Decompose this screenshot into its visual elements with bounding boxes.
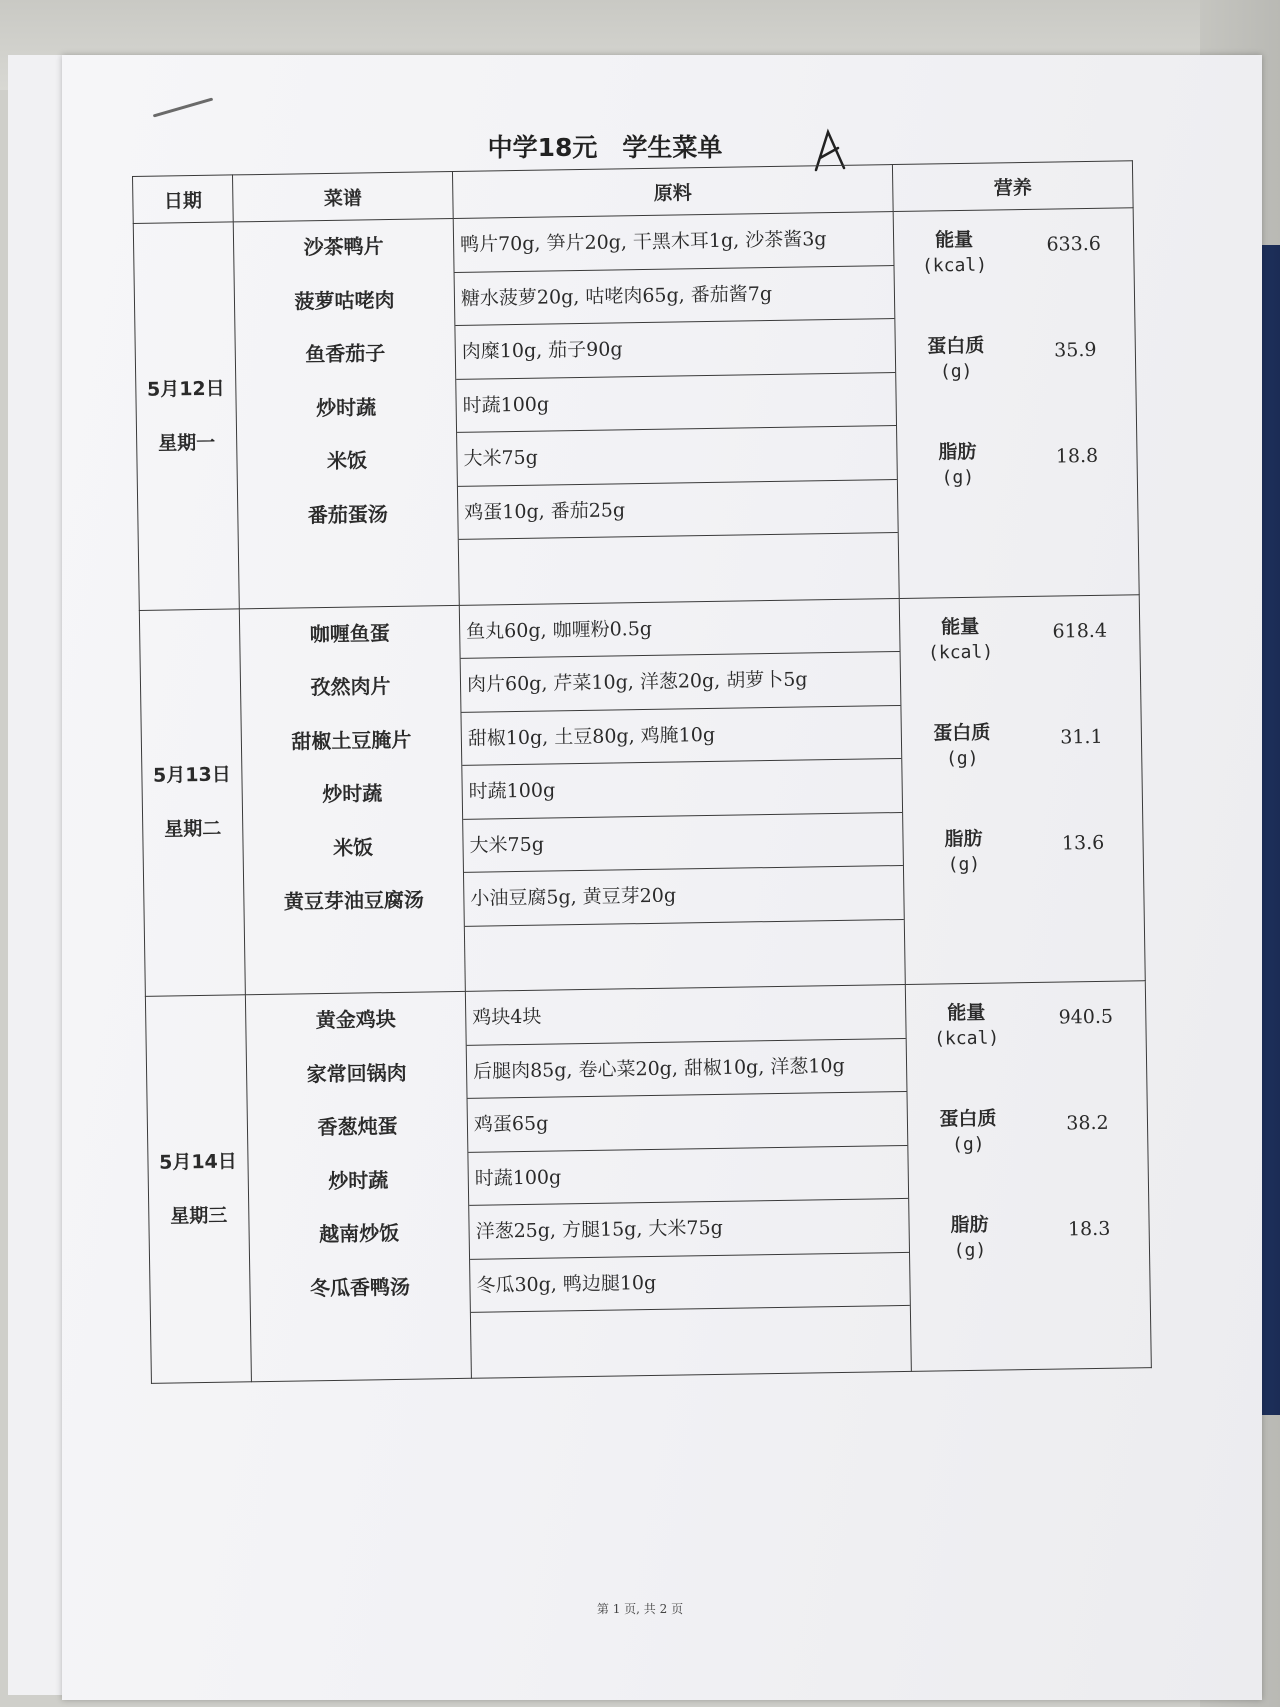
nutrition-item	[902, 717, 1143, 827]
ingredient-line: 大米75g	[463, 813, 903, 873]
ingredients-cell	[453, 212, 899, 606]
nutrition-label: 蛋白质	[927, 334, 985, 358]
page-footer: 第 1 页, 共 2 页	[596, 1602, 684, 1616]
nutrition-label-block	[900, 613, 1022, 721]
header-dish: 菜谱	[232, 171, 453, 221]
nutrition-value: 940.5	[1058, 1006, 1114, 1029]
nutrition-label-block	[894, 226, 1016, 334]
nutrition-unit: (g)	[945, 747, 979, 769]
nutrition-label-block	[897, 438, 1019, 546]
ingredient-line: 糖水菠萝20g, 咕咾肉65g, 番茄酱7g	[455, 266, 895, 326]
dish-name: 香葱炖蛋	[317, 1114, 398, 1140]
nutrition-cell	[899, 594, 1145, 984]
nutrition-value: 618.4	[1052, 619, 1108, 643]
nutrition-label-block	[906, 999, 1028, 1107]
dish-name: 甜椒土豆腌片	[291, 727, 412, 754]
ingredient-line: 时蔬100g	[462, 759, 902, 819]
dish-name: 菠萝咕咾肉	[294, 287, 395, 313]
dish-name: 沙茶鸭片	[303, 234, 384, 260]
dish-name: 米饭	[332, 834, 374, 860]
nutrition-value: 633.6	[1046, 232, 1102, 256]
dish-name: 黄豆芽油豆腐汤	[283, 887, 425, 914]
dish-name: 米饭	[326, 448, 368, 473]
dish-cell	[245, 992, 471, 1382]
ingredient-line: 后腿肉85g, 卷心菜20g, 甜椒10g, 洋葱10g	[467, 1039, 907, 1099]
ingredient-line: 鸡块4块	[466, 985, 906, 1045]
weekday-label: 星期一	[158, 431, 216, 455]
ingredient-line: 鸡蛋10g, 番茄25g	[458, 480, 898, 540]
table-row	[133, 208, 1139, 610]
ingredient-line: 鸭片70g, 笋片20g, 干黑木耳1g, 沙茶酱3g	[454, 212, 894, 272]
ingredient-line: 小油豆腐5g, 黄豆芽20g	[464, 866, 904, 926]
ingredient-line: 鱼丸60g, 咖喱粉0.5g	[460, 599, 900, 659]
nutrition-label-block	[896, 332, 1018, 440]
ingredient-line: 时蔬100g	[456, 373, 896, 433]
nutrition-value: 18.8	[1055, 444, 1099, 468]
dish-cell	[233, 218, 459, 608]
nutrition-unit: (g)	[939, 360, 973, 383]
nutrition-label: 能量	[940, 615, 980, 639]
nutrition-item	[896, 330, 1137, 440]
nutrition-item	[906, 998, 1147, 1108]
date-label: 5月12日	[146, 377, 225, 401]
ingredient-line: 大米75g	[457, 426, 897, 486]
nutrition-unit: (g)	[951, 1134, 985, 1156]
nutrition-unit: (kcal)	[921, 254, 988, 277]
weekday-label: 星期三	[170, 1204, 228, 1228]
nutrition-item	[903, 823, 1144, 933]
header-nutrition: 营养	[892, 161, 1133, 212]
nutrition-item	[894, 224, 1135, 334]
dish-name: 冬瓜香鸭汤	[309, 1274, 411, 1301]
dish-name: 黄金鸡块	[315, 1007, 396, 1033]
nutrition-unit: (kcal)	[927, 641, 994, 664]
dish-cell	[239, 605, 465, 995]
nutrition-unit: (kcal)	[933, 1027, 1000, 1050]
nutrition-item	[900, 611, 1141, 721]
ingredient-line: 鸡蛋65g	[468, 1092, 908, 1152]
header-date: 日期	[133, 175, 234, 224]
nutrition-item	[897, 436, 1138, 546]
paper-stack	[24, 55, 63, 1695]
ingredient-line	[465, 920, 905, 980]
nutrition-unit: (g)	[953, 1240, 987, 1262]
header-ingredients: 原料	[452, 165, 893, 219]
nutrition-label: 蛋白质	[939, 1107, 997, 1131]
ingredient-line: 时蔬100g	[468, 1146, 908, 1206]
nutrition-label: 脂肪	[950, 1213, 989, 1237]
nutrition-value: 31.1	[1060, 725, 1103, 749]
ingredient-line: 肉糜10g, 茄子90g	[455, 319, 895, 379]
day-cell	[133, 222, 239, 610]
ingredient-line: 肉片60g, 芹菜10g, 洋葱20g, 胡萝卜5g	[461, 652, 901, 712]
menu-table	[132, 160, 1152, 1384]
date-label: 5月14日	[158, 1150, 237, 1174]
dish-name: 孜然肉片	[310, 674, 391, 700]
ingredient-line	[459, 533, 899, 593]
dish-name: 炒时蔬	[322, 781, 383, 807]
nutrition-value: 13.6	[1061, 831, 1105, 855]
nutrition-cell	[905, 981, 1151, 1371]
nutrition-label: 蛋白质	[933, 721, 991, 745]
nutrition-unit: (g)	[947, 853, 981, 875]
ingredient-line: 洋葱25g, 方腿15g, 大米75g	[469, 1199, 909, 1259]
dish-name: 番茄蛋汤	[307, 501, 389, 527]
nutrition-item	[908, 1103, 1149, 1213]
nutrition-item	[909, 1209, 1150, 1319]
nutrition-label: 能量	[947, 1002, 986, 1025]
day-cell	[145, 995, 251, 1383]
dish-name: 越南炒饭	[318, 1221, 400, 1247]
nutrition-label: 脂肪	[938, 440, 977, 464]
nutrition-label-block	[902, 719, 1024, 827]
weekday-label: 星期二	[164, 818, 222, 842]
nutrition-cell	[893, 208, 1139, 598]
ingredient-line: 甜椒10g, 土豆80g, 鸡腌10g	[461, 706, 901, 766]
nutrition-label: 脂肪	[944, 827, 983, 850]
nutrition-value: 18.3	[1067, 1218, 1111, 1241]
nutrition-label-block	[909, 1211, 1031, 1319]
dish-name: 家常回锅肉	[306, 1060, 407, 1087]
dish-name: 咖喱鱼蛋	[309, 620, 390, 646]
ingredients-cell	[459, 598, 905, 992]
nutrition-unit: (g)	[941, 466, 975, 489]
date-label: 5月13日	[152, 764, 231, 788]
table-row	[139, 594, 1145, 996]
dish-name: 炒时蔬	[315, 394, 377, 420]
page-title: 中学18元 学生菜单	[487, 133, 723, 162]
ingredients-cell	[465, 985, 911, 1379]
nutrition-value: 38.2	[1066, 1112, 1109, 1135]
nutrition-label-block	[903, 825, 1025, 933]
dish-name: 炒时蔬	[328, 1167, 389, 1193]
dish-name: 鱼香茄子	[305, 341, 386, 367]
table-row	[145, 981, 1151, 1383]
ingredient-line: 冬瓜30g, 鸭边腿10g	[470, 1253, 910, 1313]
nutrition-label-block	[908, 1105, 1030, 1213]
nutrition-value: 35.9	[1054, 338, 1097, 362]
nutrition-label: 能量	[934, 228, 974, 252]
ingredient-line	[471, 1306, 911, 1366]
day-cell	[139, 609, 245, 997]
